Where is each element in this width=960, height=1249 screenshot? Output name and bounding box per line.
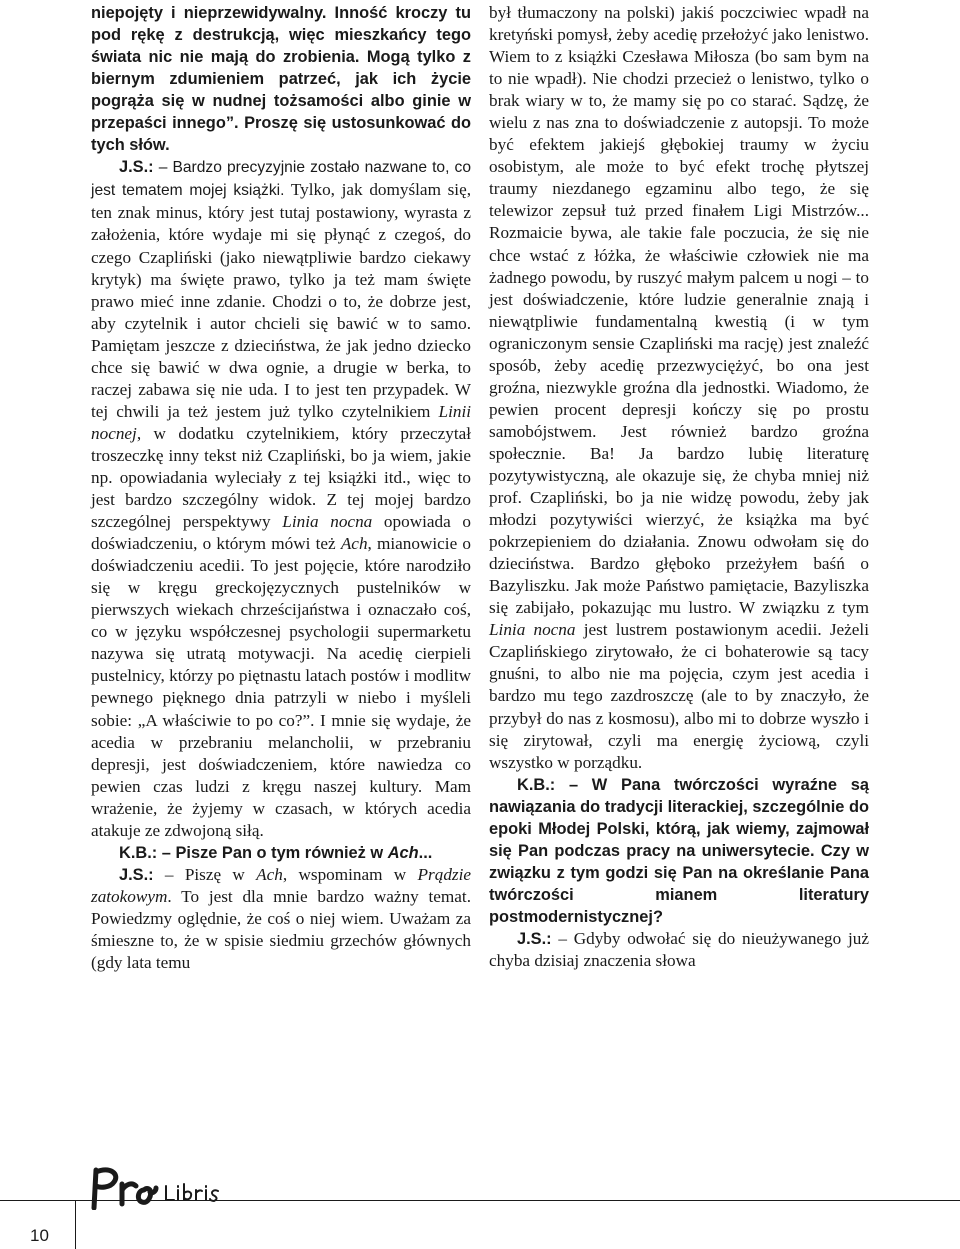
title-italic: Ach	[256, 864, 283, 884]
question-paragraph: K.B.: – W Pana twórczości wyraźne są nawiązania do tradycji literackiej, szczególnie do epoki Młodej Polski, którą, jak wiemy, zajmował się Pan podczas pracy na uniwersytecie. Czy w związku z tym godzi się Pan na określanie Pana twórczości mianem literatury postmodernistycznej?	[489, 775, 869, 926]
text-run: . To jest dla mnie bardzo ważny temat. Powiedzmy oględnie, że coś o niej wiem. Uważam za śmieszne to, że w spisie siedmiu grzechów głównych (gdy lata temu	[91, 886, 471, 973]
title-italic: Ach	[387, 843, 419, 862]
footer-rule	[0, 1200, 960, 1201]
question-paragraph: niepojęty i nieprzewidywalny. Inność kroczy tu pod rękę z destrukcją, więc mieszkańcy tego świata nic nie mają do zrobienia. Mogą tylko z biernym zdumieniem patrzeć, jak ich życie pogrąża się w nudnej tożsamości albo ginie w przepaści innego”. Proszę się ustosunkować do tych słów.	[91, 4, 471, 155]
text-run: – Piszę w	[153, 864, 257, 884]
text-run: – Bardzo precyzyjnie zostało nazwane to, co jest tematem mojej książki.	[91, 159, 471, 200]
speaker-label: J.S.:	[517, 929, 552, 948]
title-italic: Linia nocna	[489, 620, 576, 640]
speaker-label: J.S.:	[119, 158, 154, 177]
title-italic: Prądzie zatokowym	[91, 864, 471, 906]
pro-libris-logo	[90, 1160, 240, 1210]
question-paragraph	[91, 842, 471, 864]
speaker-label: J.S.:	[119, 865, 154, 884]
text-run: , w dodatku czytelnikiem, który przeczytał troszeczkę inny tekst niż Czapliński, bo ja wiem, jakie np. opowiadania wyleciały z tej książki itd., więc to jest bardzo szczególny widok. Z tej mojej bardzo szczególnej perspektywy	[91, 423, 471, 532]
answer-paragraph	[91, 156, 471, 841]
title-italic: Ach	[340, 534, 368, 554]
left-column	[91, 2, 471, 974]
title-italic: Linii nocnej	[91, 401, 471, 443]
answer-paragraph	[489, 2, 869, 774]
text-run: K.B.: – Pisze Pan o tym również w	[119, 843, 388, 862]
page-number-divider	[75, 1200, 76, 1249]
text-run: Tylko, jak domyślam się, ten znak minus, który jest tutaj postawiony, wyrasta z założenia, które wydaje mi się płynąć z czegoś, do czego Czapliński (jako niewątpliwie bardzo ciekawy krytyk) ma święte prawo, tylko ja też mam święte prawo mieć inne zdanie. Chodzi o to, że dobrze jest, aby czytelnik i autor chcieli się bawić w to samo. Pamiętam jeszcze z dzieciństwa, że jak jedno dziecko chce się bawić w dwa ognie, a drugie w berka, to raczej zabawa się nie uda. I to jest ten przypadek. W tej chwili ja też jestem już tylko czytelnikiem	[91, 180, 471, 421]
answer-paragraph	[91, 864, 471, 974]
text-run: opowiada o doświadczeniu, o którym mówi też	[91, 512, 471, 554]
text-run: , mianowicie o doświadczeniu acedii. To jest pojęcie, które narodziło się w kręgu greckojęzycznych pustelników w pierwszych wiekach chrześcijaństwa i oznaczało coś, co w języku współczesnej psychologii supermarketu nazywa się utratą motywacji. Na acedię cierpieli pustelnicy, którzy po piętnastu latach postów i modlitw pewnego pięknego dnia patrzyli w niebo i myśleli sobie: „A właściwie to po co?”. I mnie się wydaje, że acedia w przebraniu melancholii, w przebraniu depresji, jest doświadczeniem, które nawiedza co pewien czas ludzi z kręgu naszej kultury. Mam wrażenie, że żyjemy w czasach, w których acedia atakuje ze zdwojoną siłą.	[91, 534, 471, 840]
title-italic: Linia nocna	[282, 512, 373, 532]
text-run: jest lustrem postawionym acedii. Jeżeli Czaplińskiego zirytowało, że ci bohaterowie są tacy gnuśni, to albo nie ma pojęcia, czym jest acedia i bardzo mu tego zazdroszczę (ale to by znaczyło, że przybył do nas z kosmosu), albo mi to dobrze wyszło i się zirytował, czyli ma energię życiową, czyli wszystko w porządku.	[489, 620, 869, 772]
text-run: był tłumaczony na polski) jakiś poczciwiec wpadł na kretyński pomysł, żeby acedię przełożyć jako lenistwo. Wiem to z książki Czesława Miłosza (bo sam bym na to nie wpadł). Nie chodzi przecież o lenistwo, tylko o brak wiary w to, że mamy się po co starać. Sądzę, że wielu z nas zna to doświadczenie z autopsji. To może być efektem jakiejś głębokiej traumy w życiu osobistym, ale może to być efekt trochę płytszej traumy niezdanego egzaminu albo tego, że się telewizor zepsuł tuż przed finałem Ligi Mistrzów... Rozmaicie bywa, ale takie fale poczucia, że się nie chce wstać z łóżka, że właściwie człowiek nie ma żadnego powodu, by ruszyć małym palcem u nogi – to jest doświadczenie, które ludzie generalnie znają i niewątpliwie fundamentalną kwestią (i w tym ograniczonym sensie Czapliński ma rację) jest znaleźć sposób, żeby acedię przezwyciężyć, bo ona jest groźna, niezwykle groźna dla jednostki. Wiadomo, że pewien procent depresji kończy się po prostu samobójstwem. Jest również bardzo groźna społecznie. Ba! Ja bardzo lubię literaturę pozytywistyczną, ale okazuje się, że chyba mniej niż prof. Czapliński, bo ja nie widzę powodu, żeby jak młodzi pozytywiści wierzyć, że książka ma być pokrzepieniem do działania. Znowu odwołam się do dzieciństwa. Bardzo głęboko przeżyłem baśń o Bazyliszku. Jak może Państwo pamiętacie, Bazyliszka się zabijało, pokazując mu lustro. W związku z tym	[489, 3, 869, 618]
answer-paragraph	[489, 928, 869, 972]
text-run: , wspominam w	[282, 864, 418, 884]
text-run: ...	[418, 843, 433, 862]
page-number: 10	[30, 1226, 49, 1245]
text-run: – Gdyby odwołać się do nieużywanego już chyba dzisiaj znaczenia słowa	[489, 928, 869, 971]
right-column	[489, 2, 869, 972]
